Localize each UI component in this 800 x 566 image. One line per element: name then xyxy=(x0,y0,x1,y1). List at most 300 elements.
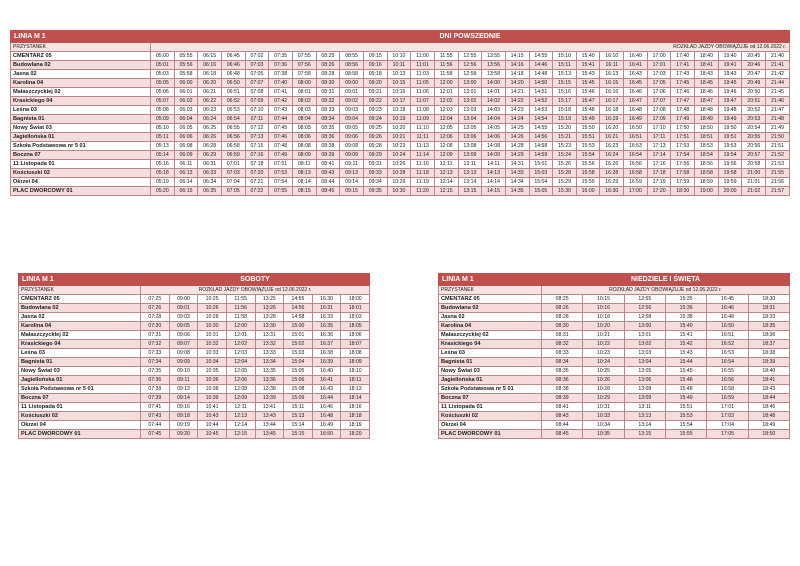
departure-time: 06:53 xyxy=(221,106,245,115)
departure-time: 08:05 xyxy=(292,124,316,133)
table-row xyxy=(19,421,370,430)
departure-time: 05:58 xyxy=(174,70,198,79)
departure-time: 16:54 xyxy=(707,358,748,367)
departure-time: 08:38 xyxy=(316,142,340,151)
departure-time: 16:13 xyxy=(600,70,624,79)
departure-time: 18:00 xyxy=(341,295,370,304)
departure-time: 19:45 xyxy=(718,79,742,88)
departure-time: 17:51 xyxy=(671,133,695,142)
departure-time: 13:38 xyxy=(255,385,284,394)
stop-name: Jagiellońska 01 xyxy=(11,133,151,142)
departure-time: 16:39 xyxy=(312,358,341,367)
departure-time: 14:31 xyxy=(505,160,529,169)
departure-time: 15:11 xyxy=(553,61,577,70)
departure-time: 07:41 xyxy=(269,88,293,97)
departure-time: 08:43 xyxy=(316,169,340,178)
stop-name: Leśna 03 xyxy=(439,349,542,358)
departure-time: 10:26 xyxy=(387,160,411,169)
departure-time: 15:30 xyxy=(553,187,577,196)
departure-time: 11:56 xyxy=(226,304,255,313)
departure-time: 06:04 xyxy=(174,115,198,124)
departure-time: 10:39 xyxy=(198,394,227,403)
stop-name: Boczna 07 xyxy=(19,394,141,403)
departure-time: 12:01 xyxy=(434,88,458,97)
departure-time: 08:03 xyxy=(292,106,316,115)
departure-time: 17:16 xyxy=(647,160,671,169)
departure-time: 10:45 xyxy=(198,430,227,439)
table-row xyxy=(19,385,370,394)
departure-time: 13:56 xyxy=(482,61,506,70)
departure-time: 19:51 xyxy=(718,133,742,142)
departure-time: 14:09 xyxy=(482,151,506,160)
departure-time: 14:08 xyxy=(482,142,506,151)
departure-time: 07:34 xyxy=(141,358,170,367)
departure-time: 14:24 xyxy=(505,115,529,124)
departure-time: 19:49 xyxy=(718,115,742,124)
departure-time: 08:56 xyxy=(340,61,364,70)
departure-time: 08:39 xyxy=(316,151,340,160)
departure-time: 06:33 xyxy=(198,169,222,178)
stop-column-header: PRZYSTANEK xyxy=(439,286,542,295)
departure-time: 15:41 xyxy=(665,331,706,340)
stop-name: Kościuszki 02 xyxy=(11,169,151,178)
departure-time: 15:09 xyxy=(284,394,313,403)
departure-time: 10:26 xyxy=(198,304,227,313)
departure-time: 16:53 xyxy=(707,349,748,358)
departure-time: 09:28 xyxy=(363,142,387,151)
departure-time: 12:00 xyxy=(434,79,458,88)
departure-time: 06:01 xyxy=(174,88,198,97)
departure-time: 09:16 xyxy=(363,61,387,70)
departure-time: 05:05 xyxy=(151,79,175,88)
departure-time: 14:23 xyxy=(505,106,529,115)
departure-time: 18:40 xyxy=(748,367,789,376)
departure-time: 16:33 xyxy=(312,313,341,322)
departure-time: 10:33 xyxy=(583,412,624,421)
departure-time: 15:40 xyxy=(665,322,706,331)
departure-time: 16:54 xyxy=(624,151,648,160)
departure-time: 15:14 xyxy=(284,421,313,430)
departure-time: 16:58 xyxy=(707,385,748,394)
departure-time: 05:00 xyxy=(151,52,175,61)
departure-time: 07:40 xyxy=(269,79,293,88)
departure-time: 21:55 xyxy=(766,169,790,178)
departure-time: 16:17 xyxy=(600,97,624,106)
departure-time: 15:17 xyxy=(553,97,577,106)
departure-time: 16:50 xyxy=(624,124,648,133)
departure-time: 07:11 xyxy=(245,115,269,124)
departure-time: 19:56 xyxy=(718,160,742,169)
departure-time: 17:10 xyxy=(647,124,671,133)
departure-time: 07:28 xyxy=(141,313,170,322)
departure-time: 06:23 xyxy=(198,106,222,115)
departure-time: 17:14 xyxy=(647,151,671,160)
departure-time: 16:28 xyxy=(600,169,624,178)
departure-time: 10:32 xyxy=(198,340,227,349)
departure-time: 16:20 xyxy=(600,124,624,133)
departure-time: 18:41 xyxy=(748,376,789,385)
departure-time: 15:47 xyxy=(576,97,600,106)
departure-time: 05:14 xyxy=(151,151,175,160)
departure-time: 08:26 xyxy=(542,304,583,313)
departure-time: 17:49 xyxy=(671,115,695,124)
departure-time: 12:06 xyxy=(226,376,255,385)
departure-time: 14:13 xyxy=(482,169,506,178)
departure-time: 13:35 xyxy=(255,367,284,376)
departure-time: 10:30 xyxy=(198,322,227,331)
departure-time: 08:30 xyxy=(542,322,583,331)
stop-name: Małaszczyckiej 02 xyxy=(439,331,542,340)
departure-time: 21:46 xyxy=(766,97,790,106)
departure-time: 12:03 xyxy=(434,106,458,115)
table-row xyxy=(11,160,790,169)
departure-time: 10:28 xyxy=(583,385,624,394)
departure-time: 20:46 xyxy=(742,61,766,70)
departure-time: 15:49 xyxy=(665,394,706,403)
departure-time: 17:59 xyxy=(671,178,695,187)
table-row xyxy=(19,430,370,439)
departure-time: 07:05 xyxy=(221,187,245,196)
departure-time: 08:55 xyxy=(340,52,364,61)
departure-time: 21:02 xyxy=(742,187,766,196)
departure-time: 08:45 xyxy=(316,187,340,196)
departure-time: 20:50 xyxy=(742,88,766,97)
departure-time: 15:56 xyxy=(576,160,600,169)
departure-time: 17:06 xyxy=(647,88,671,97)
stop-name: Jasna 02 xyxy=(439,313,542,322)
departure-time: 12:14 xyxy=(434,178,458,187)
timetable-header xyxy=(19,274,370,286)
departure-time: 16:18 xyxy=(600,106,624,115)
departure-time: 10:43 xyxy=(198,412,227,421)
departure-time: 09:11 xyxy=(169,376,198,385)
departure-time: 15:49 xyxy=(576,115,600,124)
departure-time: 14:26 xyxy=(505,133,529,142)
departure-time: 07:41 xyxy=(141,403,170,412)
departure-time: 15:35 xyxy=(665,295,706,304)
departure-time: 15:58 xyxy=(576,169,600,178)
departure-time: 11:13 xyxy=(411,142,435,151)
departure-time: 07:03 xyxy=(245,61,269,70)
departure-time: 20:58 xyxy=(742,160,766,169)
departure-time: 13:08 xyxy=(458,142,482,151)
departure-time: 07:12 xyxy=(245,124,269,133)
departure-time: 09:13 xyxy=(169,385,198,394)
departure-time: 11:05 xyxy=(411,79,435,88)
departure-time: 18:03 xyxy=(341,313,370,322)
departure-time: 18:48 xyxy=(748,412,789,421)
stop-name: Bagnista 01 xyxy=(439,358,542,367)
departure-time: 17:45 xyxy=(671,79,695,88)
departure-time: 16:24 xyxy=(600,151,624,160)
table-row xyxy=(439,412,790,421)
departure-time: 09:06 xyxy=(169,331,198,340)
departure-time: 13:32 xyxy=(255,340,284,349)
table-row xyxy=(11,115,790,124)
table-row xyxy=(11,133,790,142)
departure-time: 19:41 xyxy=(718,61,742,70)
departure-time: 15:04 xyxy=(529,178,553,187)
departure-time: 16:21 xyxy=(600,133,624,142)
departure-time: 13:39 xyxy=(255,394,284,403)
departure-time: 18:05 xyxy=(341,322,370,331)
departure-time: 09:08 xyxy=(340,142,364,151)
departure-time: 08:45 xyxy=(542,430,583,439)
departure-time: 10:19 xyxy=(387,115,411,124)
stop-name: Krasickiego 04 xyxy=(11,97,151,106)
departure-time: 06:06 xyxy=(174,133,198,142)
departure-time: 07:35 xyxy=(141,367,170,376)
departure-time: 19:53 xyxy=(718,142,742,151)
departure-time: 07:33 xyxy=(141,349,170,358)
departure-time: 20:45 xyxy=(742,52,766,61)
departure-time: 13:03 xyxy=(458,106,482,115)
departure-time: 08:00 xyxy=(292,79,316,88)
stop-name: Nowy Świat 03 xyxy=(439,367,542,376)
table-row xyxy=(439,322,790,331)
departure-time: 12:11 xyxy=(226,403,255,412)
departure-time: 18:08 xyxy=(341,349,370,358)
departure-time: 08:36 xyxy=(542,376,583,385)
stop-name: 11 Listopada 01 xyxy=(439,403,542,412)
departure-time: 08:25 xyxy=(316,52,340,61)
departure-time: 12:15 xyxy=(434,187,458,196)
departure-time: 13:41 xyxy=(255,403,284,412)
departure-time: 13:44 xyxy=(255,421,284,430)
departure-time: 06:28 xyxy=(198,142,222,151)
departure-time: 08:33 xyxy=(316,106,340,115)
departure-time: 21:47 xyxy=(766,106,790,115)
departure-time: 18:43 xyxy=(695,70,719,79)
departure-time: 15:03 xyxy=(284,349,313,358)
departure-time: 15:41 xyxy=(576,61,600,70)
departure-time: 14:53 xyxy=(529,106,553,115)
departure-time: 17:11 xyxy=(647,133,671,142)
departure-time: 13:00 xyxy=(624,322,665,331)
departure-time: 12:08 xyxy=(434,142,458,151)
departure-time: 08:41 xyxy=(316,160,340,169)
schedule-title: NIEDZIELE I ŚWIĘTA xyxy=(542,274,790,286)
departure-time: 16:52 xyxy=(707,340,748,349)
departure-time: 06:46 xyxy=(221,61,245,70)
departure-time: 08:15 xyxy=(292,187,316,196)
departure-time: 11:16 xyxy=(411,160,435,169)
departure-time: 15:01 xyxy=(284,331,313,340)
departure-time: 07:35 xyxy=(269,52,293,61)
departure-time: 09:31 xyxy=(363,160,387,169)
departure-time: 18:40 xyxy=(695,52,719,61)
departure-time: 10:16 xyxy=(583,304,624,313)
departure-time: 18:39 xyxy=(748,358,789,367)
table-row xyxy=(19,412,370,421)
departure-time: 13:13 xyxy=(624,412,665,421)
stop-name: Jagiellońska 01 xyxy=(439,376,542,385)
departure-time: 17:00 xyxy=(647,52,671,61)
departure-time: 05:20 xyxy=(151,187,175,196)
departure-time: 08:36 xyxy=(316,133,340,142)
departure-time: 13:03 xyxy=(624,349,665,358)
departure-time: 08:38 xyxy=(542,385,583,394)
departure-time: 09:02 xyxy=(340,97,364,106)
departure-time: 13:25 xyxy=(255,295,284,304)
departure-time: 08:44 xyxy=(316,178,340,187)
stop-name: CMENTARZ 05 xyxy=(11,52,151,61)
departure-time: 07:44 xyxy=(269,115,293,124)
stop-name: Budowlana 02 xyxy=(19,304,141,313)
departure-time: 10:17 xyxy=(387,97,411,106)
departure-time: 17:01 xyxy=(647,61,671,70)
stop-name: Okrzei 04 xyxy=(11,178,151,187)
stop-column-header: PRZYSTANEK xyxy=(19,286,141,295)
departure-time: 07:55 xyxy=(292,52,316,61)
table-row xyxy=(439,367,790,376)
departure-time: 07:22 xyxy=(245,187,269,196)
departure-time: 09:11 xyxy=(340,160,364,169)
departure-time: 06:56 xyxy=(221,133,245,142)
departure-time: 06:45 xyxy=(221,52,245,61)
departure-time: 09:15 xyxy=(340,187,364,196)
departure-time: 16:59 xyxy=(707,394,748,403)
departure-time: 07:31 xyxy=(141,331,170,340)
departure-time: 10:34 xyxy=(583,421,624,430)
validity-note: ROZKŁAD JAZDY OBOWIĄZUJE od 12.06.2022 r. xyxy=(151,43,790,52)
departure-time: 13:28 xyxy=(255,313,284,322)
departure-time: 15:40 xyxy=(576,52,600,61)
departure-time: 07:09 xyxy=(245,97,269,106)
departure-time: 16:45 xyxy=(707,295,748,304)
departure-time: 12:09 xyxy=(434,151,458,160)
departure-time: 15:59 xyxy=(576,178,600,187)
departure-time: 11:03 xyxy=(411,70,435,79)
departure-time: 06:35 xyxy=(198,187,222,196)
departure-time: 15:24 xyxy=(553,151,577,160)
departure-time: 09:19 xyxy=(169,421,198,430)
departure-time: 12:14 xyxy=(226,421,255,430)
departure-time: 15:23 xyxy=(553,142,577,151)
departure-time: 15:54 xyxy=(665,421,706,430)
departure-time: 18:49 xyxy=(695,115,719,124)
stop-name: Małaszczyckiej 02 xyxy=(11,88,151,97)
departure-time: 15:48 xyxy=(576,106,600,115)
departure-time: 15:15 xyxy=(553,79,577,88)
departure-time: 08:58 xyxy=(340,70,364,79)
departure-time: 08:13 xyxy=(292,169,316,178)
departure-time: 12:05 xyxy=(434,124,458,133)
departure-time: 16:48 xyxy=(624,106,648,115)
departure-time: 10:28 xyxy=(198,313,227,322)
departure-time: 05:07 xyxy=(151,97,175,106)
departure-time: 10:21 xyxy=(387,133,411,142)
departure-time: 15:05 xyxy=(529,187,553,196)
departure-time: 16:49 xyxy=(312,421,341,430)
departure-time: 09:14 xyxy=(169,394,198,403)
departure-time: 11:20 xyxy=(411,187,435,196)
stop-name: Jasna 02 xyxy=(19,313,141,322)
table-row xyxy=(11,52,790,61)
departure-time: 08:32 xyxy=(542,340,583,349)
departure-time: 06:20 xyxy=(198,79,222,88)
departure-time: 05:11 xyxy=(151,133,175,142)
departure-time: 14:54 xyxy=(529,115,553,124)
stop-name: CMENTARZ 05 xyxy=(439,295,542,304)
stop-name: Budowlana 02 xyxy=(11,61,151,70)
departure-time: 16:16 xyxy=(600,88,624,97)
departure-time: 20:57 xyxy=(742,151,766,160)
departure-time: 10:21 xyxy=(583,331,624,340)
departure-time: 20:54 xyxy=(742,124,766,133)
departure-time: 15:05 xyxy=(284,367,313,376)
departure-time: 07:03 xyxy=(221,169,245,178)
departure-time: 19:46 xyxy=(718,88,742,97)
departure-time: 07:53 xyxy=(269,169,293,178)
departure-time: 13:15 xyxy=(624,430,665,439)
departure-time: 13:14 xyxy=(624,421,665,430)
departure-time: 20:51 xyxy=(742,97,766,106)
departure-time: 06:11 xyxy=(174,160,198,169)
departure-time: 16:30 xyxy=(600,187,624,196)
departure-time: 11:09 xyxy=(411,115,435,124)
departure-time: 16:15 xyxy=(600,79,624,88)
departure-time: 09:20 xyxy=(169,430,198,439)
departure-time: 06:13 xyxy=(174,169,198,178)
departure-time: 09:16 xyxy=(169,403,198,412)
departure-time: 10:34 xyxy=(198,358,227,367)
departure-time: 12:58 xyxy=(624,313,665,322)
departure-time: 21:44 xyxy=(766,79,790,88)
departure-time: 11:14 xyxy=(411,151,435,160)
departure-time: 18:06 xyxy=(341,331,370,340)
departure-time: 15:48 xyxy=(665,385,706,394)
departure-time: 18:01 xyxy=(341,304,370,313)
departure-time: 17:19 xyxy=(647,178,671,187)
departure-time: 14:03 xyxy=(482,106,506,115)
departure-time: 11:55 xyxy=(226,295,255,304)
departure-time: 17:03 xyxy=(707,412,748,421)
departure-time: 10:18 xyxy=(583,313,624,322)
departure-time: 07:13 xyxy=(245,133,269,142)
departure-time: 10:35 xyxy=(583,430,624,439)
departure-time: 09:22 xyxy=(363,97,387,106)
departure-time: 06:54 xyxy=(221,115,245,124)
stop-name: Jasna 02 xyxy=(11,70,151,79)
departure-time: 06:15 xyxy=(198,52,222,61)
departure-time: 15:38 xyxy=(665,313,706,322)
departure-time: 12:11 xyxy=(434,160,458,169)
departure-time: 14:25 xyxy=(505,124,529,133)
departure-time: 07:42 xyxy=(269,97,293,106)
departure-time: 08:14 xyxy=(292,178,316,187)
departure-time: 19:47 xyxy=(718,97,742,106)
stop-name: Szkoła Podstawowa nr 5 01 xyxy=(439,385,542,394)
table-row xyxy=(19,295,370,304)
departure-time: 12:55 xyxy=(624,295,665,304)
line-label: LINIA M 1 xyxy=(19,274,141,286)
departure-time: 07:07 xyxy=(245,79,269,88)
departure-time: 19:40 xyxy=(718,52,742,61)
departure-time: 07:44 xyxy=(141,421,170,430)
timetable-header xyxy=(11,31,790,43)
departure-time: 09:01 xyxy=(340,88,364,97)
departure-time: 07:38 xyxy=(141,385,170,394)
departure-time: 10:18 xyxy=(387,106,411,115)
departure-time: 15:18 xyxy=(553,106,577,115)
departure-time: 14:59 xyxy=(529,151,553,160)
departure-time: 14:18 xyxy=(505,70,529,79)
departure-time: 14:21 xyxy=(505,88,529,97)
departure-time: 18:58 xyxy=(695,169,719,178)
departure-time: 12:03 xyxy=(226,349,255,358)
departure-time: 08:35 xyxy=(316,124,340,133)
